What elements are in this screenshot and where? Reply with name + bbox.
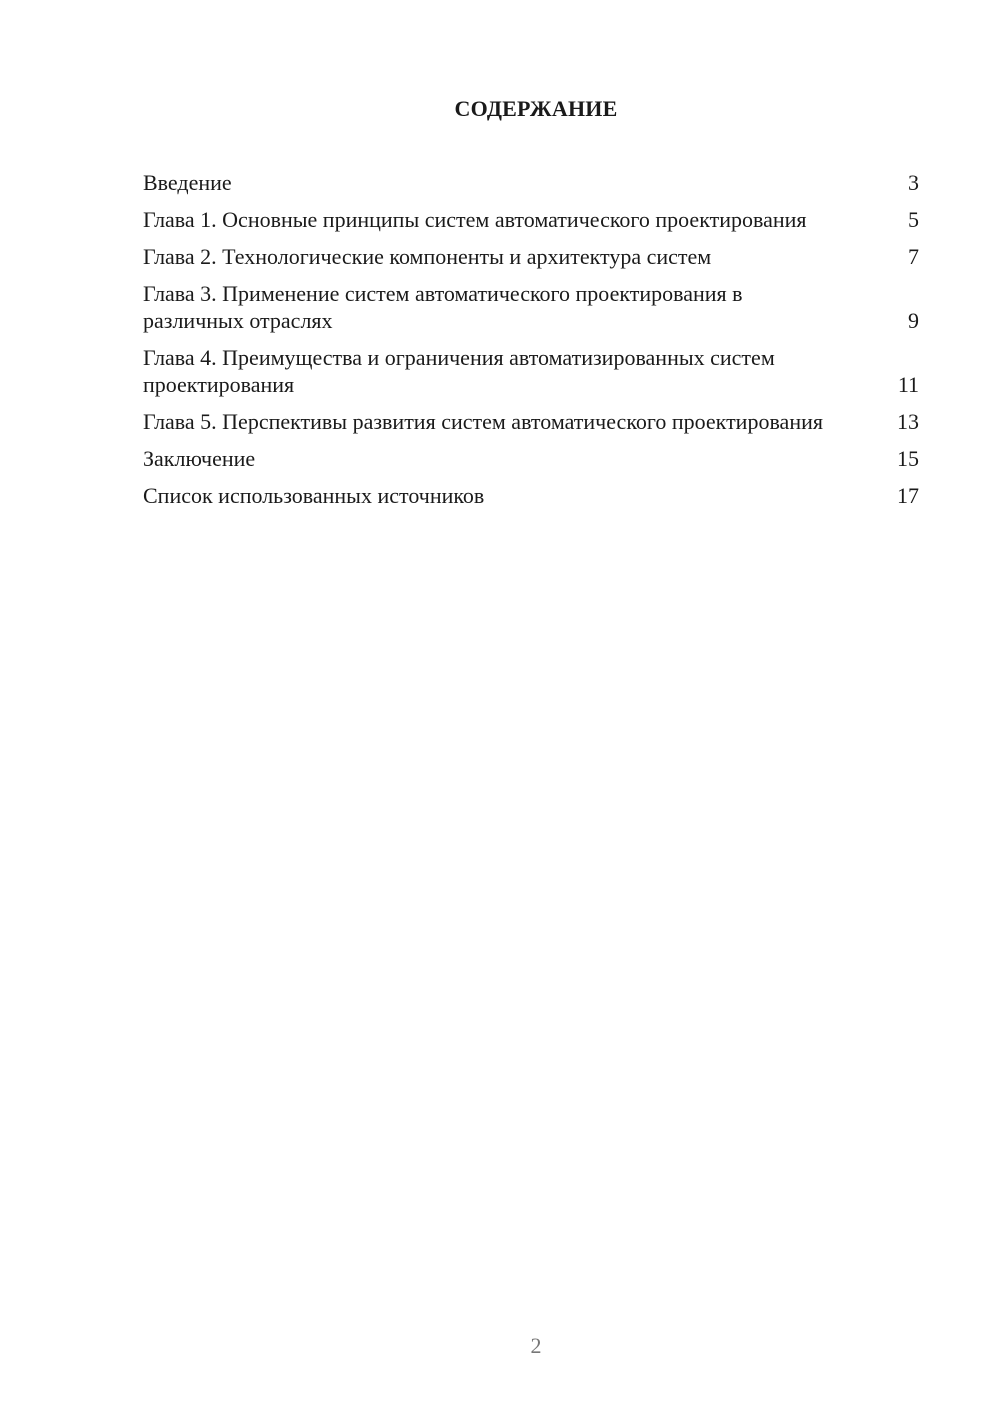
toc-entry-chapter-2[interactable] — [143, 243, 919, 270]
page-number: 2 — [530, 1333, 542, 1358]
toc-entry-introduction[interactable] — [143, 169, 919, 196]
page-title: СОДЕРЖАНИЕ — [454, 96, 618, 121]
toc-entry-chapter-1[interactable] — [143, 206, 919, 233]
toc-entry-page: 13 — [897, 409, 919, 434]
toc-entry-page: 17 — [897, 483, 919, 508]
toc-entry-text: Глава 1. Основные принципы систем автоматического проектирования — [143, 207, 807, 232]
toc-entry-text: Глава 5. Перспективы развития систем автоматического проектирования — [143, 409, 823, 434]
toc-entry-page: 5 — [908, 207, 919, 232]
toc-entry-chapter-3[interactable] — [143, 280, 919, 334]
toc-entry-references[interactable] — [143, 482, 919, 509]
toc-entry-text: Заключение — [143, 446, 256, 471]
toc-entry-chapter-5[interactable] — [143, 408, 919, 435]
toc-entry-page: 3 — [908, 170, 919, 195]
toc-entry-page: 7 — [908, 244, 919, 269]
toc-entry-text: Глава 4. Преимущества и ограничения автоматизированных систем проектирования — [143, 345, 775, 397]
toc-entry-text: Глава 3. Применение систем автоматического проектирования в различных отраслях — [143, 281, 743, 333]
toc-entry-page: 9 — [908, 308, 919, 333]
toc-entry-text: Глава 2. Технологические компоненты и архитектура систем — [143, 244, 712, 269]
toc-entry-text: Введение — [143, 170, 232, 195]
toc-entry-chapter-4[interactable] — [143, 344, 919, 398]
toc-entry-page: 11 — [897, 372, 919, 397]
toc-entry-conclusion[interactable] — [143, 445, 919, 472]
toc-entry-page: 15 — [897, 446, 919, 471]
table-of-contents — [143, 169, 919, 519]
toc-entry-text: Список использованных источников — [143, 483, 485, 508]
